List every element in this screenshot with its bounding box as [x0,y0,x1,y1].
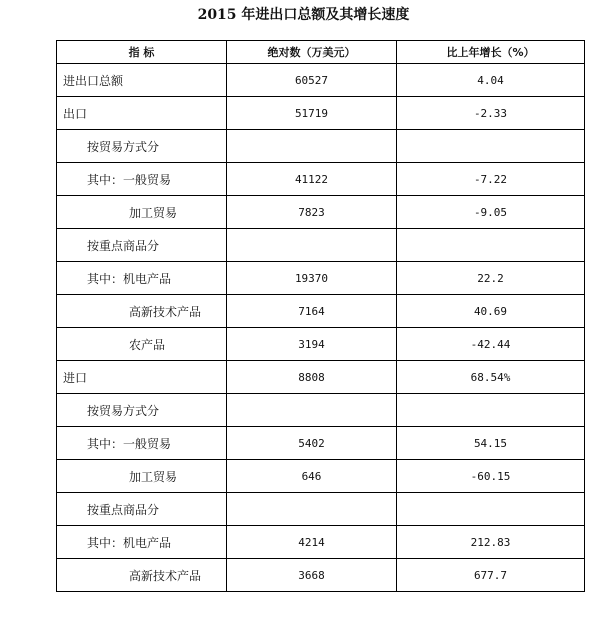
row-growth [397,394,585,427]
row-growth: 4.04 [397,64,585,97]
header-indicator: 指 标 [57,41,227,64]
row-growth: -9.05 [397,196,585,229]
row-label: 进出口总额 [57,64,227,97]
row-label: 加工贸易 [57,460,227,493]
table-header-row [57,41,585,64]
row-growth [397,493,585,526]
table-row [57,64,585,97]
row-label: 其中：机电产品 [57,262,227,295]
table-row [57,427,585,460]
header-absolute-value: 绝对数（万美元） [227,41,397,64]
table-row [57,493,585,526]
row-value: 7823 [227,196,397,229]
table-row [57,460,585,493]
table-row [57,196,585,229]
row-growth: 212.83 [397,526,585,559]
trade-table [56,40,585,592]
row-label: 其中：一般贸易 [57,163,227,196]
table-row [57,229,585,262]
row-growth: -60.15 [397,460,585,493]
row-value: 51719 [227,97,397,130]
table-row [57,130,585,163]
row-growth: 22.2 [397,262,585,295]
row-label: 按贸易方式分 [57,394,227,427]
row-label: 高新技术产品 [57,295,227,328]
row-label: 按重点商品分 [57,229,227,262]
table-row [57,394,585,427]
row-value [227,394,397,427]
row-growth: 40.69 [397,295,585,328]
table-row [57,163,585,196]
row-value: 3668 [227,559,397,592]
row-label: 进口 [57,361,227,394]
row-value: 5402 [227,427,397,460]
row-label: 农产品 [57,328,227,361]
row-growth [397,229,585,262]
row-growth: 54.15 [397,427,585,460]
row-value [227,130,397,163]
table-row [57,559,585,592]
row-label: 出口 [57,97,227,130]
row-value: 60527 [227,64,397,97]
row-value [227,493,397,526]
table-row [57,295,585,328]
row-growth: -42.44 [397,328,585,361]
row-value: 8808 [227,361,397,394]
row-label: 其中：一般贸易 [57,427,227,460]
row-value: 3194 [227,328,397,361]
row-label: 按重点商品分 [57,493,227,526]
row-value: 7164 [227,295,397,328]
row-growth: -2.33 [397,97,585,130]
row-label: 加工贸易 [57,196,227,229]
table-row [57,328,585,361]
table-row [57,361,585,394]
row-label: 其中：机电产品 [57,526,227,559]
header-growth-rate: 比上年增长（%） [397,41,585,64]
row-value: 19370 [227,262,397,295]
row-value: 646 [227,460,397,493]
row-growth: -7.22 [397,163,585,196]
row-value: 4214 [227,526,397,559]
row-label: 按贸易方式分 [57,130,227,163]
table-row [57,262,585,295]
row-value: 41122 [227,163,397,196]
row-growth: 68.54% [397,361,585,394]
row-growth: 677.7 [397,559,585,592]
table-row [57,526,585,559]
row-growth [397,130,585,163]
page-title: 2015 年进出口总额及其增长速度 [197,7,410,23]
row-value [227,229,397,262]
table-row [57,97,585,130]
row-label: 高新技术产品 [57,559,227,592]
